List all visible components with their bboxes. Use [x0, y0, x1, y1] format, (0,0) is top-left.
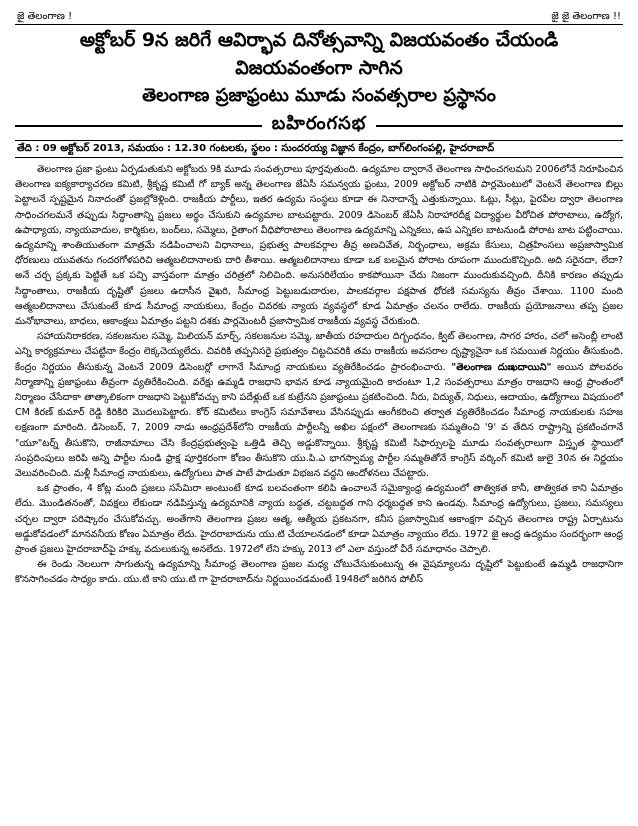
headline-line-3: తెలంగాణ ప్రజాఫ్రంటు మూడు సంవత్సరాల ప్రస్థానం — [142, 85, 496, 106]
top-divider — [15, 24, 623, 25]
right-slogan: జై జై తెలంగాణ !! — [551, 11, 621, 22]
banner-title: బహిరంగసభ — [271, 113, 367, 134]
paragraph-1: తెలంగాణ ప్రజా ఫ్రంటు ఏర్పడుతుకుని అక్టోబరు 9కి మూడు సంవత్సరాలు పూర్తవుతుంది. ఉద్యమాల ద్వారానే తెలంగాణ సాధించగలమని 2006లోనే నిరూపించిన తెలంగాణ ఐక్యకార్యాచరణ కమిటి, శ్రీకృష్ణ కమిటీ గో బ్యాక్ అన్న తెలంగాణ జేఏసీ సమన్వయ ఫ్రంటు, 2009 అక్టోబర్ నాటికి పార్లమెంటులో వెంటనే తెలంగాణ బిల్లు పెట్టాలనే స్పష్టమైన నినాదంతో ప్రజల్లోకెళ్లింది. రాజకీయ పార్టీలు, ఇతర ఉద్యమ సంస్థలు కూడా ఈ నినాదాన్నే ఎత్తుకున్నాయి. ఓట్లు, సీట్లు, పైరవీల ద్వారా తెలంగాణ సాధించగలమనే తప్పుడు సిద్ధాంతాన్ని ప్రజలు అర్థం చేసుకుని ఉద్యమాల బాటపట్టారు. 2009 డిసెంబర్ జేఏసీ నిరాహారదీక్ష విద్యార్థుల వీరోచిత పోరాటాలు, ఉద్యోగ, ఉపాధ్యాయ, న్యాయవాదుల, కార్మికుల, బంద్‌లు, సమ్మెలు, రైతాంగ వీధిపోరాటాలు తెలంగాణ ఉద్యమాన్ని ఎన్నికలు, ఉప ఎన్నికల బాటనుండి పోరాట బాట పట్టించాయి. ఉద్యమాన్ని శాంతియుతంగా మాత్రమే నడిపించాలని విధానాలు, ప్రభుత్వ పాలకవర్గాల తీవ్ర అణచివేత, నిర్బంధాలు, అక్రమ కేసులు, చిత్రహింసలు అప్రజాస్వామిక ధోరణులు యువతను గందరగోళపరిచి ఆత్మబలిదానాలకు దారి తీశాయి. ఆత్మబలిదానాలు కూడా ఒక బలమైన పోరాట రూపంగా ముందుకొచ్చింది. అది సరైనదా, లేదా? అనే చర్చ ప్రక్కకు పెట్టితే ఒక పచ్చి వాస్తవంగా మాత్రం చరిత్రలో నిలిచింది. అనుసరిలేయం కాకపోయినా చేదు నిజంగా ముందుకువచ్చింది. దీనికి కారణం తప్పుడు సిద్ధాంతాలు, రాజకీయ దృష్టితో ప్రజలు ఉదాసీన వైఖరి, సీమాంధ్ర పెట్టుబడుదారుల, పాలకవర్గాల పక్షపాత ధోరణి సమస్యను తీవ్రం చేశాయి. 1100 మంది ఆత్మబలిదానాలు చేసుకుంటే కూడ సీమాంధ్ర నాయకులు, కేంద్రం చివరకు న్యాయ వ్యవస్థలో కూడ ఏమాత్రం చలనం రాలేదు. రాజకీయ ప్రయోజనాలు తప్ప ప్రజల మనోభావాలు, బాధలు, ఆకాంక్షలు ఏమాత్రం పట్టని దశకు పార్లమెంటరీ ప్రజాస్వామిక రాజకీయ వ్యవస్థ చేరుకుంది. — [15, 164, 623, 328]
event-details: తేది : 09 అక్టోబర్ 2013, సమయం : 12.30 గంటలకు, స్థలం : సుందరయ్య విజ్ఞాన కేంద్రం, బాగ్‌లింగంపల్లి, హైదరాబాద్ — [15, 140, 623, 158]
article-body — [15, 162, 623, 588]
paragraph-4: ఈ రెండు నెలలుగా సాగుతున్న ఉద్యమాన్ని సీమాంధ్ర తెలంగాణ ప్రజల మధ్య చోటుచేసుకుంటున్న ఈ వైషమ్యాలను దృష్టిలో పెట్టుకుంటే ఉమ్మడి రాజధానిగా కొనసాగించడం సాధ్యం కాదు. యు.టి కాని యు.టి గా హైదరాబాద్‌ను నిర్ణయించడమంటే 1948లో జరిగిన పోలీస్ — [15, 559, 623, 586]
paragraph-2-rest: అయిన పోలవరం నిర్మాణాన్ని ప్రజాఫ్రంటు తీవ్రంగా వ్యతిరేకించింది. వరేక్షు ఉమ్మడి రాజధాని భావన కూడ న్యాయమైంది కాదంటూ 1,2 సంవత్సరాలు మాత్రం రాజధాని ఆంధ్ర ప్రాంతంలో నిర్మాణం చేసేదాకా తాత్కాలికంగా రాజధాని పెట్టుకోవచ్చు కాని పదేళ్లుటే ఒక కుట్రేనని ప్రజాఫ్రంటు ప్రకటించింది. నీరు, విద్యుత్, నిధులు, ఆదాయం, ఉద్యోగాలు విషయంలో CM కిరణ్ కుమార్ రెడ్డి కిరికిరి మొదలుపెట్టారు. కోర్ కమిటిలు కాంగ్రెస్ సమావేశాలు వేసినప్పుడు ఆంగీకరించి తర్వాత వ్యతిరేకించడం సీమాంధ్ర నాయకులకు సహజ లక్షణంగా మారింది. డిసెంబర్, 7, 2009 నాడు ఆంధ్రప్రదేశ్‌లోని రాజకీయ పార్టీలన్నీ అఖిల పక్షంలో తెలంగాణకు సమ్మతించి '9' వ తేదిన రాష్ట్రాన్ని ప్రకటించగానే "యూ"టర్న్ తీసుకొని, రాజీనామాలు చేసి కేంద్రప్రభుత్వంపై ఒత్తిడి తెచ్చి అడ్డుకొన్నాయి. శ్రీకృష్ణ కమిటీ సిఫార్సులపై మూడు సంవత్సరాలుగా విస్తృత స్థాయిలో సంప్రదింపులు జరిపి అన్ని పార్టీల నుండి ఫ్రాక్ష పూర్తికరంగా కోణం తీసుకొని యు.పి.ఎ భాగస్వామ్య పార్టీల సమ్మతితోనే కాంగ్రెస్ వర్కింగ్ కమిటి జులై 30న ఈ నిర్ణయం వెలువరించింది. మళ్లీ సీమాంధ్ర నాయకులు, ఉద్యోగులు పాత పాటే పాడుతూ విభజన వద్దని ఆందోళనలు చేపట్టారు. — [15, 361, 624, 480]
slogan-bar — [15, 10, 623, 23]
banner — [15, 113, 623, 138]
paragraph-3: ఒక ప్రాంతం, 4 కోట్ల మంది ప్రజలు ససేమిరా అంటుంటే కూడ బలవంతంగా కలిపి ఉంచాలనే సమైక్యాంధ్ర ఉద్యమంలో తాత్వికత కానీ, తాత్వికత కాని ఏమాత్రం లేదు. మొండితనంతో, వివక్షలు లేకుండా నడిపిస్తున్న ఉద్యమానికి న్యాయ బద్ధత, చట్టబద్ధత గాని ధర్మబద్ధత కాని ఉండవు. సీమాంధ్ర ఉద్యోగులు, ప్రజలు, సమస్యలు చర్చల ద్వారా పరిష్కారం చేసుకోవచ్చు. అంతేగాని తెలంగాణ ప్రజల ఆత్మ, ఆత్మీయ ప్రకటనగా, కనీస ప్రజాస్వామిక ఆకాంక్షగా వచ్చిన తెలంగాణ రాష్ట్ర ఏర్పాటును అడ్డుకోవడంలో మానవనీయ కోణం ఏమాత్రం లేదు. హైదరాబాదును యు.టి చేయాలనడంలో కూడా ఏమాత్రం న్యాయం లేదు. 1972 జై ఆంధ్ర ఉద్యమం సందర్భంగా ఆంధ్ర ప్రాంత ప్రజలు హైదరాబాద్‌పై హక్కు వదులుకున్న అనలేదు. 1972లో లేని హక్కు 2013 లో ఎలా వస్తుందో వీరే సమాధానం చెప్పాలి. — [15, 483, 623, 556]
headline-line-2: విజయవంతంగా సాగిన — [235, 57, 403, 79]
pamphlet-page — [15, 10, 623, 816]
paragraph-2-intro: సహాయనిరాకరణ, సకలజనుల సమ్మె, మిలియన్ మార్చ్, సకలజనుల సమ్మె, జాతీయ రహదారుల దిగ్బంధనం, క్విట్ తెలంగాణ, సాగర హారం, చలో అసెంబ్లీ లాంటి ఎన్ని కార్యక్రమాలు చేపట్టినా కేంద్రం లెక్కచెయ్యలేదు. చివరికి తప్పనిసరై ప్రభుత్వం చిట్టచివరికి తమ రాజకీయ అవసరాల దృష్ట్యానైనా ఒక సమయిత నిర్ణయం తీసుకుంది. కేంద్రం నిర్ణయం తీసుకున్న వెంటనే 2009 డిసెంబర్లో లాగానే సీమాంధ్ర నాయకులు వ్యతిరేకించడం ప్రారంభించారు. — [15, 331, 623, 373]
banner-left-rule — [15, 125, 262, 127]
banner-right-rule — [376, 125, 623, 127]
left-slogan: జై తెలంగాణ ! — [17, 11, 73, 22]
paragraph-2 — [15, 329, 623, 481]
paragraph-2-quote: "తెలంగాణ దుఃఖదాయిని" — [451, 361, 552, 373]
headline-line-1: అక్టోబర్ 9న జరిగే ఆవిర్భావ దినోత్సవాన్ని విజయవంతం చేయండి — [79, 29, 559, 51]
